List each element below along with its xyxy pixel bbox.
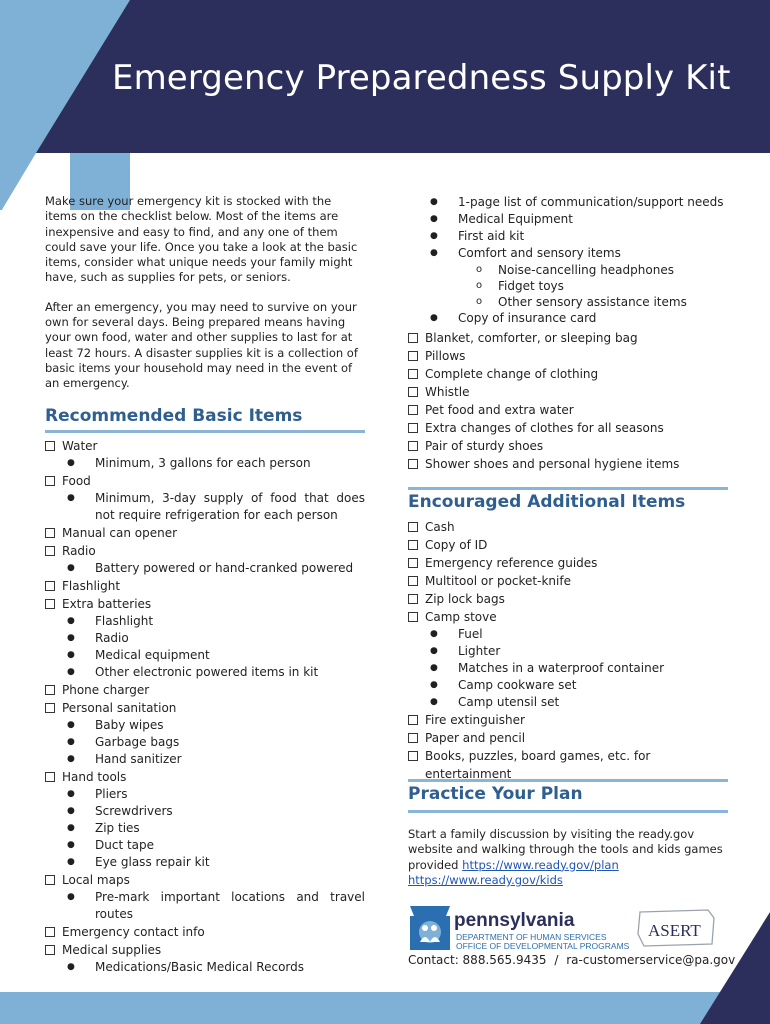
checklist-item[interactable] — [408, 572, 728, 590]
sub-item — [408, 310, 728, 327]
contact-line — [408, 953, 735, 967]
pa-name-text: pennsylvania — [454, 910, 575, 931]
checkbox-icon[interactable] — [408, 590, 420, 604]
checkbox-icon[interactable] — [45, 524, 57, 538]
sub-item — [45, 959, 365, 976]
checkbox-icon[interactable] — [408, 747, 420, 761]
bullet-icon: ● — [430, 248, 438, 258]
checkbox-icon[interactable] — [408, 383, 420, 397]
checklist-item-label: Complete change of clothing — [425, 367, 599, 381]
sub-item — [408, 694, 728, 711]
checkbox-icon[interactable] — [408, 554, 420, 568]
bullet-icon: ● — [67, 822, 75, 833]
checkbox-icon[interactable] — [408, 419, 420, 433]
checklist-item[interactable] — [45, 437, 365, 455]
checkbox-icon[interactable] — [45, 871, 57, 885]
sub-item — [45, 786, 365, 803]
bullet-icon: ● — [67, 666, 75, 677]
sub-item — [45, 664, 365, 681]
checklist-item[interactable] — [408, 383, 728, 401]
sub-item-label: Radio — [95, 630, 129, 645]
checkbox-icon[interactable] — [408, 536, 420, 550]
checklist-item-label: Personal sanitation — [62, 700, 177, 715]
bullet-icon: ● — [430, 313, 438, 323]
checklist-item[interactable] — [408, 608, 728, 626]
checklist-item[interactable] — [408, 455, 728, 473]
sub-item-label: Pliers — [95, 786, 128, 801]
checklist-item[interactable] — [45, 472, 365, 490]
checklist-item[interactable] — [45, 681, 365, 699]
bullet-icon: ● — [67, 719, 75, 730]
sub-item — [45, 751, 365, 768]
checkbox-icon[interactable] — [408, 401, 420, 415]
circle-bullet-icon: o — [476, 296, 483, 307]
pa-office-text: OFFICE OF DEVELOPMENTAL PROGRAMS — [456, 941, 630, 951]
sub-item — [45, 717, 365, 734]
checklist-item-label: Local maps — [62, 872, 130, 887]
checkbox-icon[interactable] — [408, 365, 420, 379]
checklist-item-label: Medical supplies — [62, 942, 162, 957]
checklist-item-label: Manual can opener — [62, 525, 178, 540]
checkbox-icon[interactable] — [45, 768, 57, 782]
sub-item — [408, 677, 728, 694]
checklist-item[interactable] — [408, 437, 728, 455]
sub-item — [45, 854, 365, 871]
sub-item — [45, 455, 365, 472]
bullet-icon: ● — [67, 788, 75, 799]
checkbox-icon[interactable] — [45, 699, 57, 713]
plan-link[interactable]: https://www.ready.gov/plan — [462, 857, 619, 872]
nested-sub-item — [408, 278, 728, 294]
bullet-icon: ● — [67, 632, 75, 643]
checklist-item-label: Zip lock bags — [425, 592, 505, 606]
checklist-item-label: Whistle — [425, 385, 470, 399]
sub-item-label: Comfort and sensory items — [458, 246, 621, 260]
sub-item-label: Duct tape — [95, 837, 155, 852]
checklist-item-label: Books, puzzles, board games, etc. for entertainment — [425, 749, 651, 781]
asert-text: ASERT — [648, 921, 701, 940]
checkbox-icon[interactable] — [408, 437, 420, 451]
checklist-item[interactable] — [408, 518, 728, 536]
nested-sub-item-label: Fidget toys — [498, 279, 564, 293]
additional-items-rule — [408, 487, 728, 490]
checklist-item[interactable] — [408, 729, 728, 747]
checklist-item-label: Copy of ID — [425, 538, 488, 552]
sub-item-label: Camp utensil set — [458, 695, 560, 709]
checklist-item[interactable] — [45, 577, 365, 595]
sub-item — [45, 647, 365, 664]
checkbox-icon[interactable] — [408, 455, 420, 469]
sub-item — [45, 560, 365, 577]
bullet-icon: ● — [430, 197, 438, 207]
checklist-item[interactable] — [45, 699, 365, 717]
bullet-icon: ● — [67, 839, 75, 850]
sub-item-label: Baby wipes — [95, 717, 164, 732]
checklist-item-label: Water — [62, 438, 98, 453]
nested-sub-item — [408, 262, 728, 278]
plan-heading: Practice Your Plan — [408, 784, 583, 804]
bullet-icon: ● — [430, 680, 438, 690]
sub-item-label: Zip ties — [95, 820, 140, 835]
checkbox-icon[interactable] — [408, 518, 420, 532]
checklist-item[interactable] — [408, 536, 728, 554]
plan-text — [408, 827, 728, 888]
bullet-icon: ● — [67, 649, 75, 660]
checklist-item-label: Cash — [425, 520, 455, 534]
sub-item-label: Medical Equipment — [458, 212, 573, 226]
checklist-item[interactable] — [45, 941, 365, 959]
intro-paragraph-1: Make sure your emergency kit is stocked with the items on the checklist below. Most of the items are inexpensive and easy to find, and any one of them could save your life. Once you take a look at the basic items, consider what unique needs your family might have, such as supplies for pets, or seniors. — [45, 194, 358, 285]
sub-item — [408, 194, 728, 211]
footer-bar — [0, 992, 770, 1024]
checklist-item[interactable] — [45, 768, 365, 786]
sub-item — [45, 803, 365, 820]
sub-item — [408, 228, 728, 245]
misc-items-list — [408, 329, 728, 473]
bullet-icon: ● — [67, 856, 75, 867]
intro-paragraph-2: After an emergency, you may need to survive on your own for several days. Being prepared means having your own food, water and other supplies to last for at least 72 hours. A disaster supplies kit is a collection of basic items your household may need in the event of an emergency. — [45, 299, 358, 391]
nested-sub-item — [408, 294, 728, 310]
bullet-icon: ● — [430, 214, 438, 224]
checkbox-icon[interactable] — [45, 923, 57, 937]
checkbox-icon[interactable] — [408, 329, 420, 343]
checklist-item[interactable] — [408, 329, 728, 347]
sub-item-label: 1-page list of communication/support needs — [458, 195, 724, 209]
plan-rule-bottom — [408, 810, 728, 813]
bullet-icon: ● — [67, 736, 75, 747]
checklist-item-label: Emergency contact info — [62, 924, 205, 939]
sub-item-label: Battery powered or hand-cranked powered — [95, 560, 354, 575]
sub-item — [45, 613, 365, 630]
plan-text-body: Start a family discussion by visiting the ready.gov website and walking through the tools and kids games provided — [408, 827, 723, 872]
checklist-item-label: Pair of sturdy shoes — [425, 439, 544, 453]
checklist-item-label: Multitool or pocket-knife — [425, 574, 571, 588]
checklist-item-label: Emergency reference guides — [425, 556, 598, 570]
basic-items-rule — [45, 430, 365, 433]
sub-item — [45, 734, 365, 751]
basic-items-heading: Recommended Basic Items — [45, 405, 303, 426]
left-column — [45, 194, 365, 976]
checkbox-icon[interactable] — [45, 595, 57, 609]
contact-phone: Contact: 888.565.9435 — [408, 953, 547, 967]
sub-item — [45, 889, 365, 923]
checkbox-icon[interactable] — [408, 711, 420, 725]
sub-item-label: Garbage bags — [95, 734, 180, 749]
bullet-icon: ● — [430, 663, 438, 673]
checkbox-icon[interactable] — [45, 437, 57, 451]
bullet-icon: ● — [67, 492, 75, 503]
sub-item — [408, 211, 728, 228]
checkbox-icon[interactable] — [45, 472, 57, 486]
sub-item — [45, 490, 365, 524]
bullet-icon: ● — [67, 457, 75, 468]
sub-item — [408, 643, 728, 660]
pa-dept-text: DEPARTMENT OF HUMAN SERVICES — [456, 932, 607, 942]
checkbox-icon[interactable] — [45, 542, 57, 556]
checklist-item-label: Camp stove — [425, 610, 497, 624]
checklist-item[interactable] — [45, 871, 365, 889]
nested-sub-item-label: Other sensory assistance items — [498, 295, 687, 309]
medical-continued-list — [408, 194, 728, 327]
sub-item-label: First aid kit — [458, 229, 525, 243]
sub-item — [408, 660, 728, 677]
logo-row — [408, 904, 718, 954]
checkbox-icon[interactable] — [45, 941, 57, 955]
bullet-icon: ● — [67, 805, 75, 816]
circle-bullet-icon: o — [476, 264, 483, 275]
sub-item-label: Fuel — [458, 627, 483, 641]
checklist-item[interactable] — [408, 365, 728, 383]
page-title: Emergency Preparedness Supply Kit — [112, 58, 731, 98]
right-column — [408, 194, 728, 888]
checklist-item[interactable] — [45, 524, 365, 542]
sub-item-label: Flashlight — [95, 613, 154, 628]
checklist-item[interactable] — [408, 419, 728, 437]
sub-item — [408, 626, 728, 643]
checkbox-icon[interactable] — [408, 572, 420, 586]
checklist-item-label: Pillows — [425, 349, 466, 363]
checkbox-icon[interactable] — [45, 681, 57, 695]
sub-item-label: Pre-mark important locations and travel routes — [95, 889, 365, 921]
bullet-icon: ● — [67, 753, 75, 764]
checklist-item[interactable] — [408, 401, 728, 419]
nested-sub-item-label: Noise-cancelling headphones — [498, 263, 674, 277]
sub-item-label: Matches in a waterproof container — [458, 661, 665, 675]
checklist-item[interactable] — [45, 923, 365, 941]
sub-item-label: Hand sanitizer — [95, 751, 182, 766]
checklist-item-label: Fire extinguisher — [425, 713, 525, 727]
contact-email[interactable]: ra-customerservice@pa.gov — [566, 953, 736, 967]
checklist-item-label: Extra changes of clothes for all seasons — [425, 421, 664, 435]
checklist-item-label: Blanket, comforter, or sleeping bag — [425, 331, 638, 345]
circle-bullet-icon: o — [476, 280, 483, 291]
checklist-item[interactable] — [408, 590, 728, 608]
checkbox-icon[interactable] — [408, 729, 420, 743]
sub-item — [45, 837, 365, 854]
sub-item-label: Eye glass repair kit — [95, 854, 210, 869]
basic-items-list — [45, 437, 365, 976]
bullet-icon: ● — [67, 562, 75, 573]
checklist-item[interactable] — [45, 595, 365, 613]
sub-item-label: Medications/Basic Medical Records — [95, 959, 305, 974]
checklist-item-label: Extra batteries — [62, 596, 152, 611]
bullet-icon: ● — [430, 697, 438, 707]
checklist-item[interactable] — [408, 347, 728, 365]
checklist-item-label: Pet food and extra water — [425, 403, 574, 417]
checklist-item-label: Flashlight — [62, 578, 121, 593]
sub-item-label: Medical equipment — [95, 647, 210, 662]
sub-item — [45, 820, 365, 837]
bullet-icon: ● — [67, 615, 75, 626]
checklist-item-label: Hand tools — [62, 769, 127, 784]
sub-item — [408, 245, 728, 262]
checklist-item[interactable] — [45, 542, 365, 560]
bullet-icon: ● — [67, 891, 75, 902]
checkbox-icon[interactable] — [408, 347, 420, 361]
bullet-icon: ● — [430, 231, 438, 241]
sub-item-label: Other electronic powered items in kit — [95, 664, 319, 679]
kids-link[interactable]: https://www.ready.gov/kids — [408, 872, 563, 887]
checklist-item-label: Paper and pencil — [425, 731, 526, 745]
checklist-item-label: Food — [62, 473, 91, 488]
checklist-item-label: Radio — [62, 543, 96, 558]
checklist-item-label: Phone charger — [62, 682, 150, 697]
sub-item — [45, 630, 365, 647]
checklist-item-label: Shower shoes and personal hygiene items — [425, 457, 680, 471]
sub-item-label: Screwdrivers — [95, 803, 173, 818]
contact-separator: / — [554, 953, 559, 967]
checklist-item[interactable] — [408, 711, 728, 729]
bullet-icon: ● — [67, 961, 75, 972]
additional-items-heading: Encouraged Additional Items — [408, 492, 686, 512]
sub-item-label: Copy of insurance card — [458, 311, 597, 325]
sub-item-label: Minimum, 3-day supply of food that does not require refrigeration for each person — [95, 490, 365, 522]
bullet-icon: ● — [430, 646, 438, 656]
sub-item-label: Minimum, 3 gallons for each person — [95, 455, 311, 470]
additional-items-list — [408, 518, 728, 781]
checkbox-icon[interactable] — [45, 577, 57, 591]
logos-graphic — [408, 904, 718, 954]
bullet-icon: ● — [430, 629, 438, 639]
sub-item-label: Lighter — [458, 644, 501, 658]
checklist-item[interactable] — [408, 747, 728, 781]
checkbox-icon[interactable] — [408, 608, 420, 622]
checklist-item[interactable] — [408, 554, 728, 572]
sub-item-label: Camp cookware set — [458, 678, 577, 692]
